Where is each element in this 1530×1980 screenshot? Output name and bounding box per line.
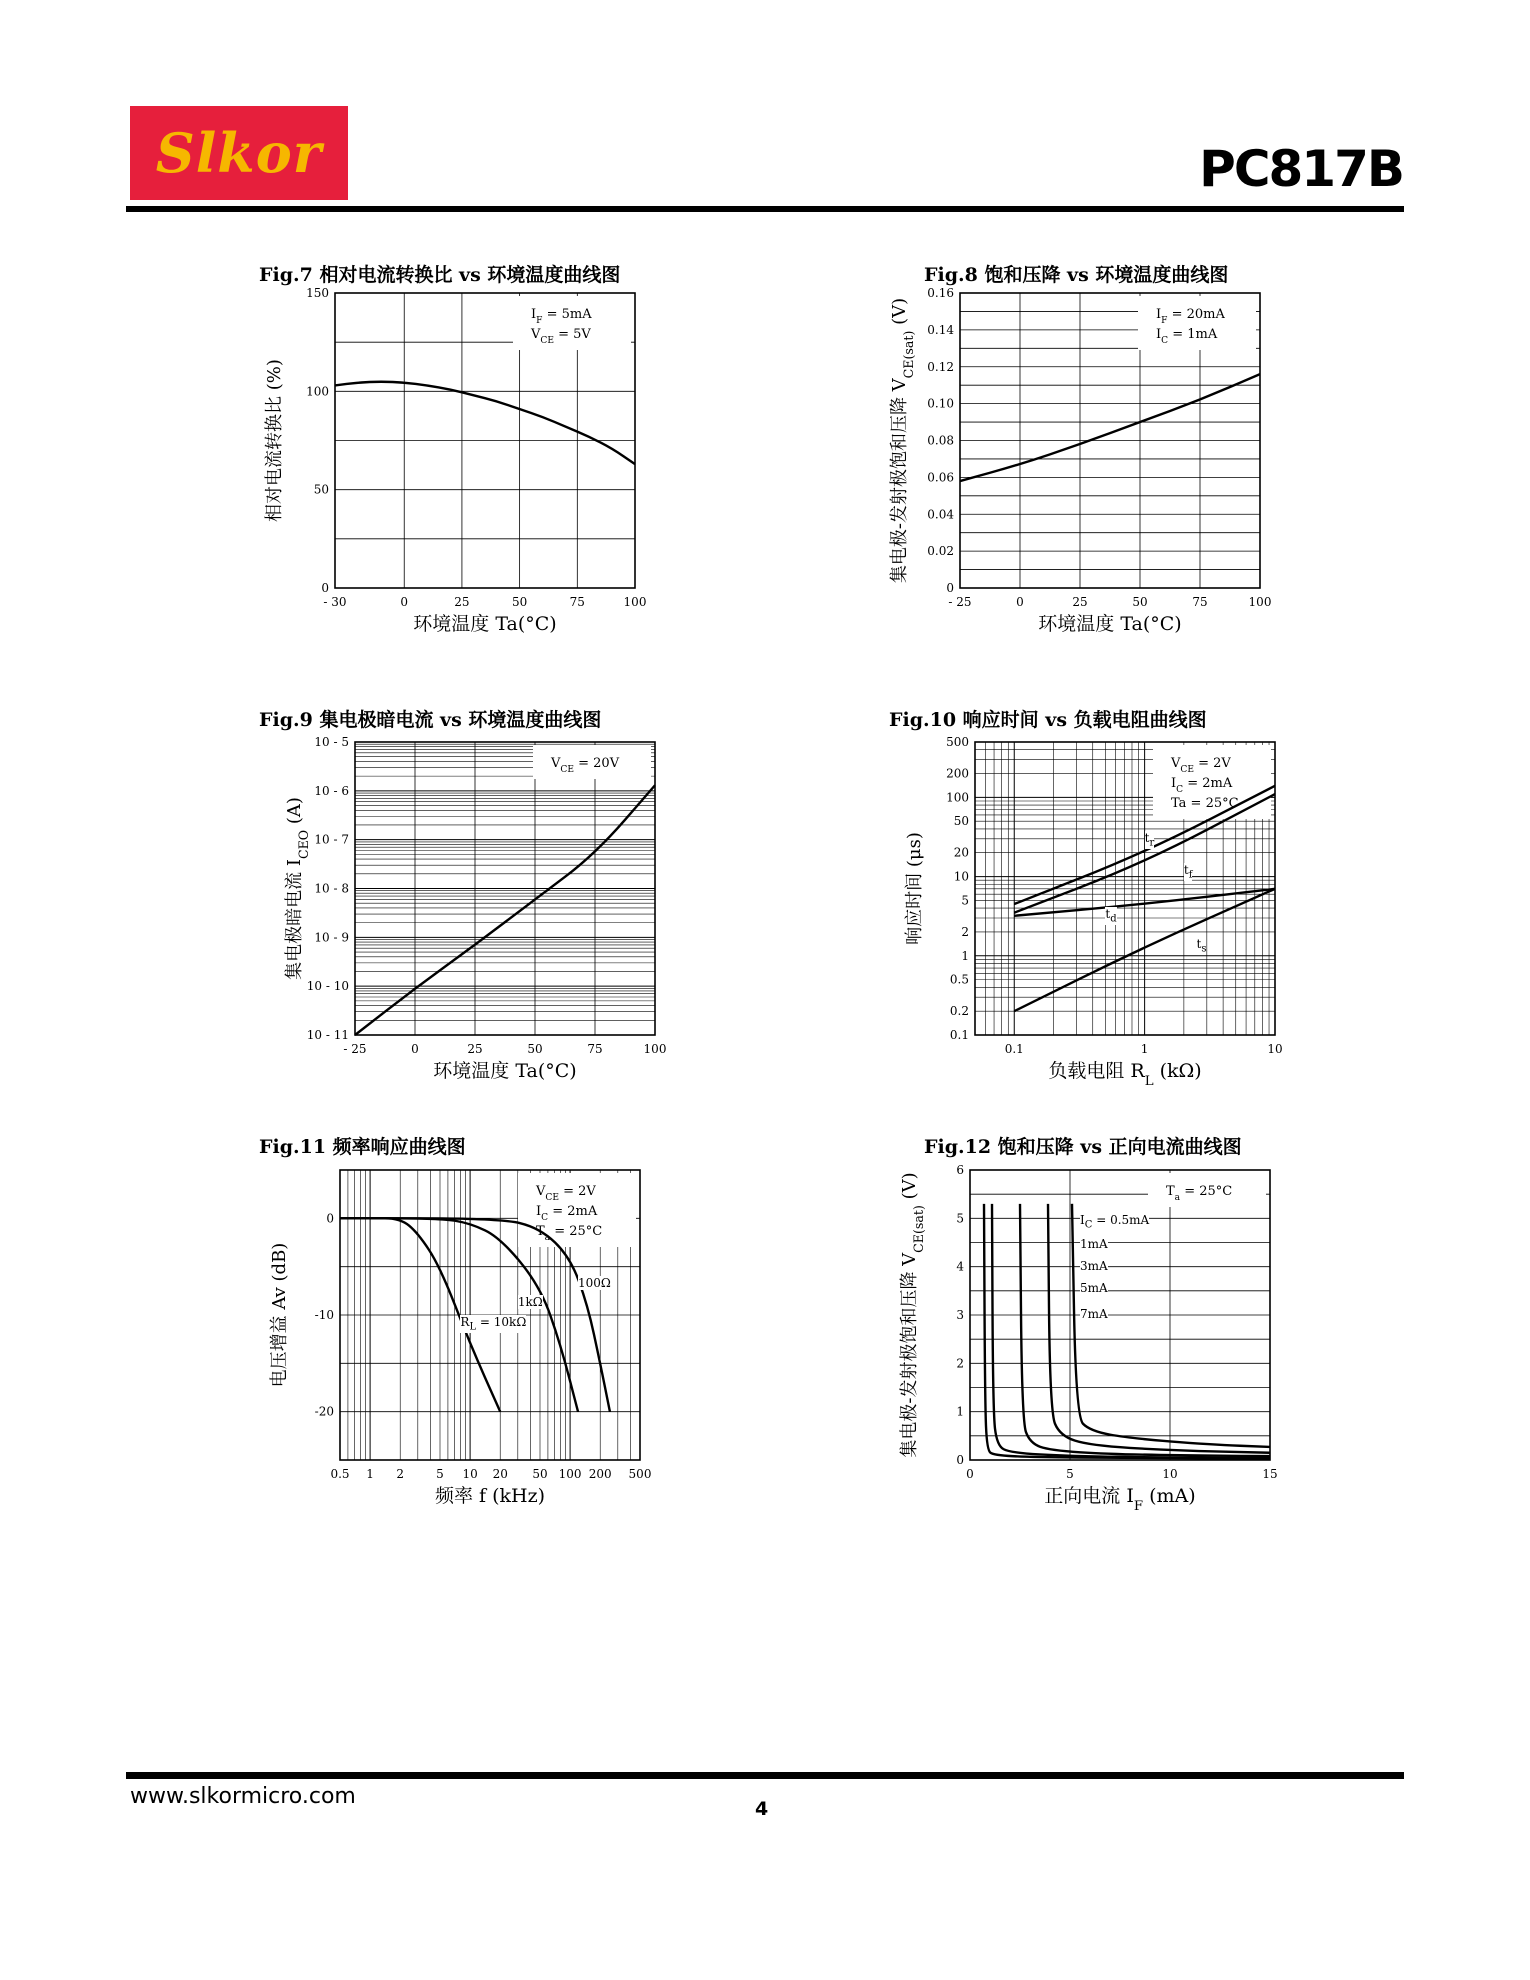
x-tick-label: 200 bbox=[588, 1467, 612, 1481]
brand-logo bbox=[130, 106, 348, 200]
x-tick-label: 25 bbox=[454, 595, 470, 609]
series-label: 100Ω bbox=[578, 1276, 611, 1290]
fig11-title: Fig.11 频率响应曲线图 bbox=[259, 1136, 466, 1158]
series-label: $t_r$ bbox=[1144, 831, 1155, 849]
x-tick-label: 75 bbox=[587, 1042, 603, 1056]
series-label-wrap bbox=[518, 1291, 628, 1313]
x-tick-label: 75 bbox=[1192, 595, 1208, 609]
y-axis-label: 集电极-发射极饱和压降 $V_{CE(sat)}$ (V) bbox=[889, 297, 916, 584]
series-label-wrap bbox=[1145, 827, 1255, 849]
y-tick-label: 2 bbox=[961, 924, 969, 939]
series-label-wrap bbox=[1080, 1233, 1190, 1255]
y-tick-label: 0.02 bbox=[927, 544, 954, 559]
condition-label: $V_{CE} = 2V$ bbox=[1171, 756, 1231, 775]
x-tick-label: 10 bbox=[462, 1467, 478, 1481]
condition-label: $I_C = 2mA$ bbox=[1171, 776, 1233, 795]
condition-label: $I_C = 2mA$ bbox=[536, 1204, 598, 1223]
y-tick-label: 0.16 bbox=[927, 286, 954, 300]
series-label-wrap bbox=[1184, 859, 1294, 881]
series-line bbox=[335, 382, 635, 464]
y-axis-label: 电压增益 Av (dB) bbox=[269, 1242, 290, 1388]
x-tick-label: 0.1 bbox=[1004, 1042, 1024, 1056]
x-tick-label: 100 bbox=[623, 595, 647, 609]
y-tick-label: 100 bbox=[946, 790, 969, 805]
fig8-title: Fig.8 饱和压降 vs 环境温度曲线图 bbox=[924, 264, 1229, 286]
x-tick-label: 75 bbox=[569, 595, 585, 609]
y-tick-label: 1 bbox=[961, 948, 969, 963]
y-tick-label: -10 bbox=[314, 1308, 334, 1322]
y-tick-label: -20 bbox=[314, 1404, 334, 1419]
condition-label: Ta = 25°C bbox=[1171, 796, 1239, 811]
y-axis-label: 集电极-发射极饱和压降 $V_{CE(sat)}$ (V) bbox=[899, 1172, 926, 1458]
y-axis-label: 响应时间 (μs) bbox=[904, 832, 925, 945]
x-tick-label: 0 bbox=[400, 595, 409, 609]
y-tick-label: 0.06 bbox=[927, 470, 954, 485]
fig8-chart bbox=[870, 285, 1270, 650]
x-tick-label: 100 bbox=[643, 1042, 667, 1056]
y-tick-label: 200 bbox=[946, 766, 969, 781]
y-tick-label: 500 bbox=[946, 735, 969, 749]
chart-svg bbox=[880, 730, 1283, 1095]
series-label: $t_s$ bbox=[1196, 936, 1207, 955]
chart-svg bbox=[250, 730, 667, 1095]
x-tick-label: 2 bbox=[396, 1467, 405, 1481]
footer-url: www.slkormicro.com bbox=[130, 1784, 356, 1809]
x-tick-label: 500 bbox=[628, 1467, 652, 1481]
x-tick-label: 0.5 bbox=[330, 1467, 350, 1481]
footer-rule bbox=[126, 1772, 1404, 1779]
x-tick-label: 0 bbox=[966, 1467, 974, 1481]
series-label-wrap bbox=[1080, 1209, 1190, 1231]
y-tick-label: 0 bbox=[321, 581, 329, 595]
y-tick-label: 150 bbox=[306, 286, 329, 300]
x-tick-label: - 25 bbox=[948, 595, 972, 609]
condition-label: $I_F = 5mA$ bbox=[531, 307, 592, 326]
x-tick-label: 1 bbox=[366, 1467, 374, 1481]
series-label: $t_d$ bbox=[1105, 906, 1117, 925]
page-number: 4 bbox=[755, 1798, 769, 1820]
x-tick-label: 10 bbox=[1267, 1042, 1283, 1056]
condition-label: $T_a = 25^\circ C$ bbox=[1166, 1184, 1233, 1203]
fig12-title: Fig.12 饱和压降 vs 正向电流曲线图 bbox=[924, 1136, 1242, 1158]
y-tick-label: 4 bbox=[956, 1259, 964, 1274]
chart-svg bbox=[250, 1158, 660, 1523]
condition-label: $V_{CE} = 20V$ bbox=[551, 756, 620, 775]
x-tick-label: 1 bbox=[1140, 1042, 1149, 1056]
y-tick-label: 10 - 5 bbox=[314, 735, 349, 749]
fig12-chart bbox=[880, 1158, 1280, 1523]
series-label-wrap bbox=[1080, 1255, 1190, 1277]
y-tick-label: 0.12 bbox=[927, 359, 954, 374]
y-tick-label: 0.04 bbox=[927, 507, 954, 522]
x-tick-label: - 25 bbox=[343, 1042, 367, 1056]
y-tick-label: 10 bbox=[953, 869, 969, 884]
logo-text: Slkor bbox=[155, 121, 323, 185]
y-tick-label: 10 - 9 bbox=[314, 930, 349, 945]
x-tick-label: 5 bbox=[436, 1467, 444, 1481]
series-label: $t_f$ bbox=[1183, 863, 1193, 881]
grid bbox=[355, 742, 655, 1035]
x-axis-label: 环境温度 Ta(°C) bbox=[1038, 613, 1182, 635]
x-tick-label: 50 bbox=[511, 595, 528, 609]
y-tick-label: 50 bbox=[953, 814, 969, 829]
y-tick-label: 6 bbox=[956, 1163, 964, 1177]
x-tick-label: - 30 bbox=[323, 595, 347, 609]
condition-label: $I_C = 1mA$ bbox=[1156, 327, 1218, 346]
chart-svg bbox=[880, 1158, 1280, 1523]
x-tick-label: 10 bbox=[1162, 1467, 1178, 1481]
y-tick-label: 0.1 bbox=[949, 1028, 969, 1042]
series-label: 3mA bbox=[1080, 1259, 1108, 1274]
y-tick-label: 1 bbox=[956, 1404, 964, 1419]
x-axis-label: 环境温度 Ta(°C) bbox=[413, 613, 557, 635]
x-axis-label: 负载电阻 $R_L$ (kΩ) bbox=[1048, 1060, 1202, 1089]
series-label-wrap bbox=[578, 1272, 688, 1294]
series-line bbox=[960, 374, 1260, 481]
y-tick-label: 3 bbox=[956, 1308, 964, 1322]
series-label-wrap bbox=[1080, 1303, 1190, 1325]
y-tick-label: 0 bbox=[326, 1211, 334, 1226]
y-tick-label: 100 bbox=[306, 384, 329, 399]
fig7-title: Fig.7 相对电流转换比 vs 环境温度曲线图 bbox=[259, 264, 621, 286]
series-label-wrap bbox=[1080, 1277, 1190, 1299]
y-tick-label: 0 bbox=[956, 1453, 964, 1467]
x-tick-label: 50 bbox=[532, 1467, 548, 1481]
y-tick-label: 0.08 bbox=[927, 433, 954, 448]
y-tick-label: 0.14 bbox=[927, 322, 954, 337]
series-label-wrap bbox=[1197, 933, 1307, 955]
y-tick-label: 20 bbox=[953, 845, 969, 860]
x-tick-label: 20 bbox=[492, 1467, 508, 1481]
chart-svg bbox=[250, 285, 650, 650]
y-tick-label: 10 - 10 bbox=[306, 979, 349, 994]
condition-label: $T_a = 25^\circ C$ bbox=[536, 1224, 603, 1243]
x-axis-label: 正向电流 $I_F$ (mA) bbox=[1044, 1485, 1196, 1514]
y-tick-label: 5 bbox=[956, 1211, 964, 1226]
series-line bbox=[355, 785, 655, 1035]
chart-svg bbox=[870, 285, 1270, 650]
series-label: $R_L = 10k\Omega$ bbox=[460, 1314, 527, 1333]
y-tick-label: 10 - 8 bbox=[314, 881, 349, 896]
condition-label: $V_{CE} = 5V$ bbox=[531, 327, 591, 346]
y-tick-label: 10 - 6 bbox=[314, 783, 349, 798]
x-tick-label: 15 bbox=[1262, 1467, 1278, 1481]
y-tick-label: 10 - 7 bbox=[314, 832, 349, 847]
x-tick-label: 100 bbox=[1248, 595, 1272, 609]
y-tick-label: 0 bbox=[946, 581, 954, 595]
x-tick-label: 25 bbox=[1072, 595, 1088, 609]
y-tick-label: 2 bbox=[956, 1356, 964, 1371]
x-tick-label: 50 bbox=[1132, 595, 1148, 609]
fig11-chart bbox=[250, 1158, 660, 1523]
x-tick-label: 5 bbox=[1066, 1467, 1074, 1481]
series-label: 1kΩ bbox=[517, 1295, 543, 1310]
x-axis-label: 频率 f (kHz) bbox=[434, 1485, 546, 1507]
y-tick-label: 0.5 bbox=[949, 972, 969, 987]
fig9-chart bbox=[250, 730, 667, 1095]
fig9-title: Fig.9 集电极暗电流 vs 环境温度曲线图 bbox=[259, 709, 602, 731]
header-rule bbox=[126, 206, 1404, 212]
x-axis-label: 环境温度 Ta(°C) bbox=[433, 1060, 577, 1082]
y-tick-label: 50 bbox=[313, 482, 329, 497]
fig10-title: Fig.10 响应时间 vs 负载电阻曲线图 bbox=[889, 709, 1207, 731]
x-tick-label: 50 bbox=[527, 1042, 543, 1056]
y-tick-label: 5 bbox=[961, 893, 969, 908]
y-axis-label: 相对电流转换比 (%) bbox=[264, 359, 285, 522]
x-tick-label: 0 bbox=[411, 1042, 419, 1056]
condition-label: $V_{CE} = 2V$ bbox=[536, 1184, 596, 1203]
fig7-chart bbox=[250, 285, 650, 650]
condition-label: $I_F = 20mA$ bbox=[1156, 307, 1225, 326]
x-tick-label: 100 bbox=[558, 1467, 582, 1481]
part-number: PC817B bbox=[1199, 140, 1403, 198]
y-tick-label: 0.10 bbox=[927, 396, 954, 411]
y-tick-label: 0.2 bbox=[949, 1004, 969, 1019]
series-label: 5mA bbox=[1080, 1280, 1108, 1295]
series-label: 1mA bbox=[1080, 1237, 1108, 1252]
y-tick-label: 10 - 11 bbox=[306, 1028, 349, 1042]
fig10-chart bbox=[880, 730, 1283, 1095]
x-tick-label: 0 bbox=[1016, 595, 1024, 609]
series-label: $I_C = 0.5mA$ bbox=[1080, 1213, 1150, 1231]
x-tick-label: 25 bbox=[467, 1042, 483, 1056]
series-label: 7mA bbox=[1080, 1307, 1108, 1322]
y-axis-label: 集电极暗电流 $I_{CEO}$ (A) bbox=[284, 797, 311, 980]
